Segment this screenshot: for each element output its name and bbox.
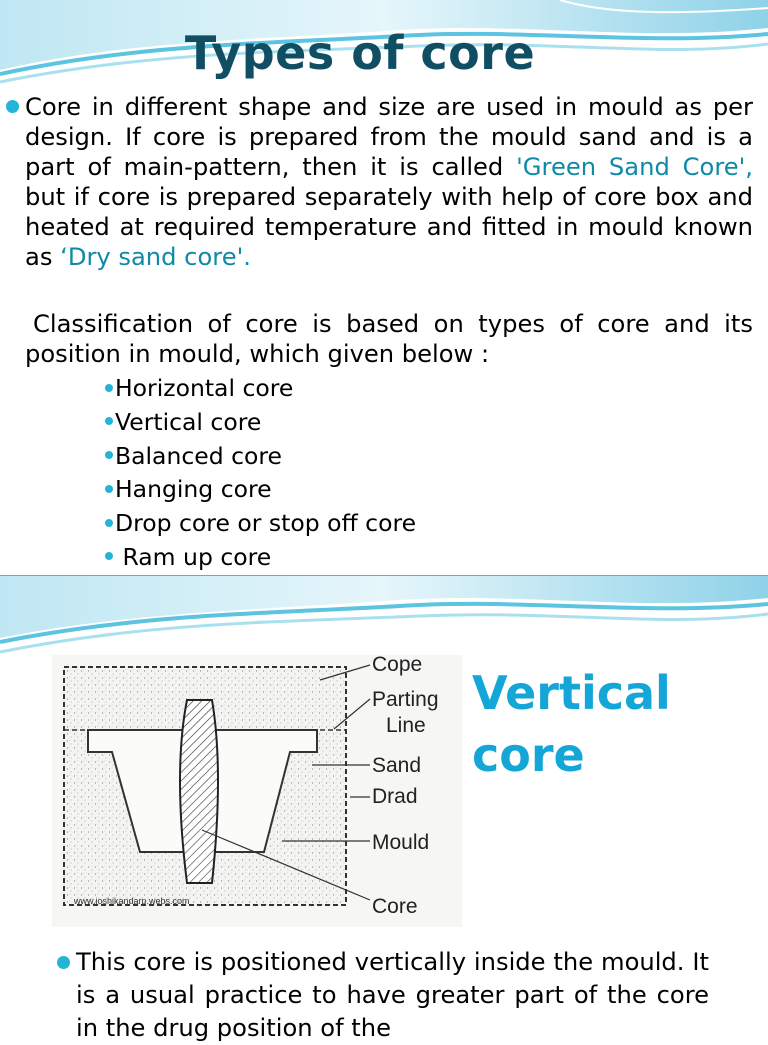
- label-sand: Sand: [372, 754, 422, 777]
- label-cope: Cope: [372, 655, 423, 676]
- label-drad: Drad: [372, 785, 418, 808]
- list-item-label: Hanging core: [115, 475, 272, 504]
- slide-title: Types of core: [184, 26, 536, 80]
- bullet-icon: [105, 552, 113, 560]
- list-item-label: Balanced core: [115, 441, 283, 470]
- diagram-watermark: www.joshikandarp.webs.com: [74, 896, 190, 906]
- bullet-icon: [105, 417, 113, 425]
- vertical-core-diagram: [52, 655, 462, 927]
- classification-paragraph: Classification of core is based on types of core and its position in mould, which given below :: [25, 310, 753, 368]
- label-core: Core: [372, 895, 418, 918]
- bullet-icon: [105, 451, 113, 459]
- intro-text: Core in different shape and size are used in mould as per design. If core is prepared from the mould sand and is a part of main-pattern, then it is called: [25, 93, 753, 181]
- list-item-label: Ram up core: [115, 542, 272, 571]
- list-item: [105, 541, 416, 575]
- bullet-icon: [105, 384, 113, 392]
- label-line: Line: [386, 714, 426, 737]
- vertical-core-description: This core is positioned vertically inside the mould. It is a usual practice to have greater part of the core in the drug position of the: [76, 948, 709, 1042]
- core-types-list: [105, 372, 416, 575]
- list-item-label: Drop core or stop off core: [115, 509, 417, 538]
- dry-sand-core-term: ‘Dry sand core'.: [60, 243, 251, 271]
- bullet-icon: [105, 519, 113, 527]
- vertical-core-title: [472, 662, 671, 786]
- label-mould: Mould: [372, 831, 430, 854]
- list-item: [105, 440, 416, 474]
- list-item: [105, 507, 416, 541]
- label-parting: Parting: [372, 688, 439, 711]
- vertical-core-title-line-2: core: [472, 728, 585, 782]
- bullet-icon: [6, 100, 19, 113]
- list-item-label: Vertical core: [115, 407, 262, 436]
- intro-text-continued: but if core is prepared separately with help of core box and heated at required temperature and fitted in mould known as: [25, 183, 753, 271]
- list-item-label: Horizontal core: [115, 374, 294, 402]
- list-item: [105, 406, 416, 440]
- green-sand-core-term: 'Green Sand Core',: [516, 153, 753, 181]
- list-item: [105, 372, 416, 406]
- intro-paragraph: [25, 92, 753, 272]
- bullet-icon: [57, 956, 70, 969]
- list-item: [105, 473, 416, 507]
- vertical-core-title-line-1: Vertical: [472, 666, 671, 720]
- bullet-icon: [105, 485, 113, 493]
- header-wave-decoration: [0, 576, 768, 666]
